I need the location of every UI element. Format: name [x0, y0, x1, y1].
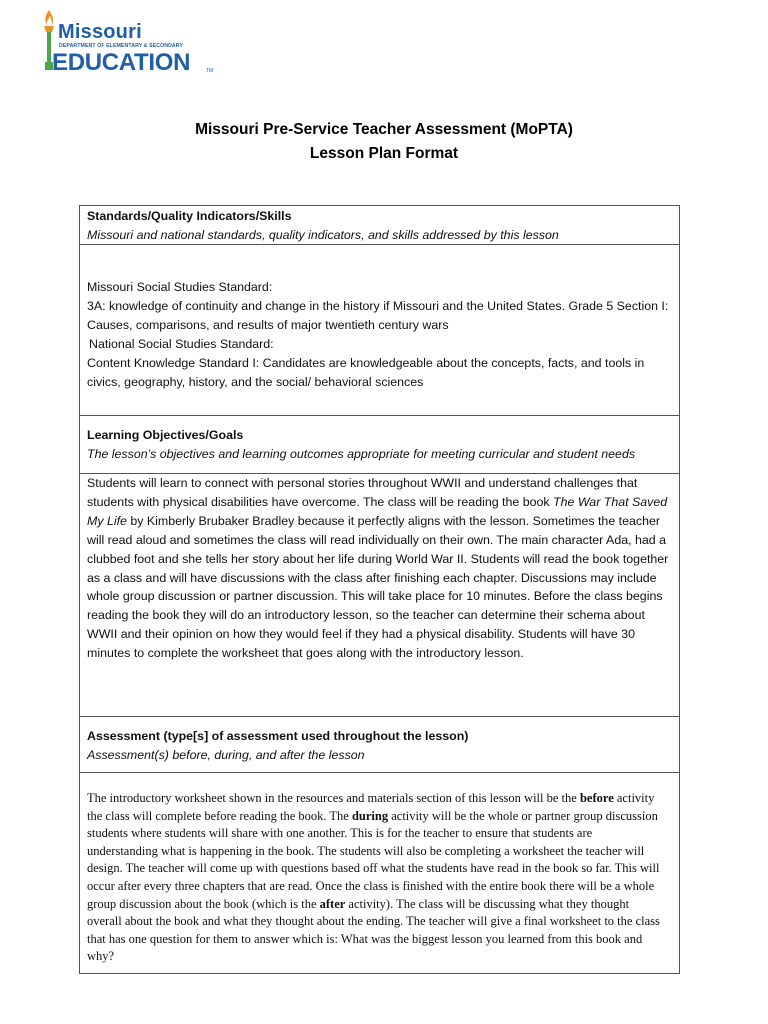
document-subtitle: Lesson Plan Format: [309, 145, 459, 162]
before-keyword: before: [579, 791, 614, 805]
standards-line: National Social Studies Standard:: [89, 337, 274, 351]
assessment-header-cell: [80, 717, 679, 773]
assessment-label: Assessment (type[s] of assessment used throughout the lesson): [87, 729, 469, 743]
standards-line: Content Knowledge Standard I: Candidates are knowledgeable about the concepts, facts, and tools in civics, geography, history, and the social/ behavioral sciences: [87, 356, 645, 389]
assessment-content-cell: [80, 773, 679, 973]
after-keyword: after: [319, 896, 346, 911]
logo-trademark: TM: [206, 68, 214, 74]
objectives-description: The lesson’s objectives and learning outcomes appropriate for meeting curricular and student needs: [87, 447, 636, 461]
missouri-education-logo: [38, 8, 218, 74]
standards-line: 3A: knowledge of continuity and change in the history if Missouri and the United States. Grade 5 Section I: Causes, comparisons, and results of major twentieth century wars: [87, 299, 669, 332]
objectives-text: Students will learn to connect with personal stories throughout WWII and understand challenges that students with physical disabilities have overcome. The class will be reading the book: [87, 476, 638, 509]
logo-education-text: EDUCATION: [52, 49, 191, 76]
objectives-header-cell: [80, 416, 679, 474]
assessment-text: activity will be the whole or partner group discussion students where students will share with one another. This is for the teacher to ensure that students are understanding what is happening in the book. The students will also be completing a worksheet the teacher will design. The teacher will come up with questions based off what the students have read in the book so far. This will occur after every three chapters that are read. Once the class is finished with the entire book there will be a whole group discussion about the book (which is the: [87, 808, 660, 911]
objectives-content-cell: [80, 474, 679, 717]
logo-missouri-text: Missouri: [58, 21, 142, 43]
assessment-text: activity). The class will be discussing what they thought overall about the book and what they thought about the ending. The teacher will give a final worksheet to the class that has one question for them to answer which is: What was the biggest lesson you learned from this book and why?: [87, 896, 660, 964]
standards-line: Missouri Social Studies Standard:: [87, 280, 273, 294]
assessment-text: The introductory worksheet shown in the resources and materials section of this lesson will be the: [87, 791, 580, 805]
assessment-description: Assessment(s) before, during, and after the lesson: [87, 748, 365, 762]
assessment-text: activity the class will complete before reading the book. The: [87, 791, 655, 823]
logo-department-text: DEPARTMENT OF ELEMENTARY & SECONDARY: [59, 43, 183, 49]
standards-description: Missouri and national standards, quality indicators, and skills addressed by this lesson: [87, 228, 559, 242]
objectives-label: Learning Objectives/Goals: [87, 428, 244, 442]
standards-content-cell: [80, 245, 679, 416]
lesson-plan-table: [79, 205, 680, 974]
standards-header-cell: [80, 206, 679, 245]
book-title: The War That Saved My Life: [87, 494, 668, 528]
document-title: Missouri Pre-Service Teacher Assessment (MoPTA): [195, 121, 573, 138]
standards-label: Standards/Quality Indicators/Skills: [87, 209, 292, 223]
objectives-text: by Kimberly Brubaker Bradley because it perfectly aligns with the lesson. Sometimes the teacher will read aloud and sometimes the class will read individually on their own. The main character Ada, had a clubbed foot and she tells her story about her life during World War II. Students will read the book together as a class and will have discussions with the class after finishing each chapter. Discussions may include whole group discussion or partner discussion. This will take place for 10 minutes. Before the class begins reading the book they will do an introductory lesson, so the teacher can determine their schema about WWII and their opinion on how they would feel if they had a physical disability. Students will have 30 minutes to complete the worksheet that goes along with the introductory lesson.: [87, 513, 669, 661]
during-keyword: during: [351, 808, 389, 823]
